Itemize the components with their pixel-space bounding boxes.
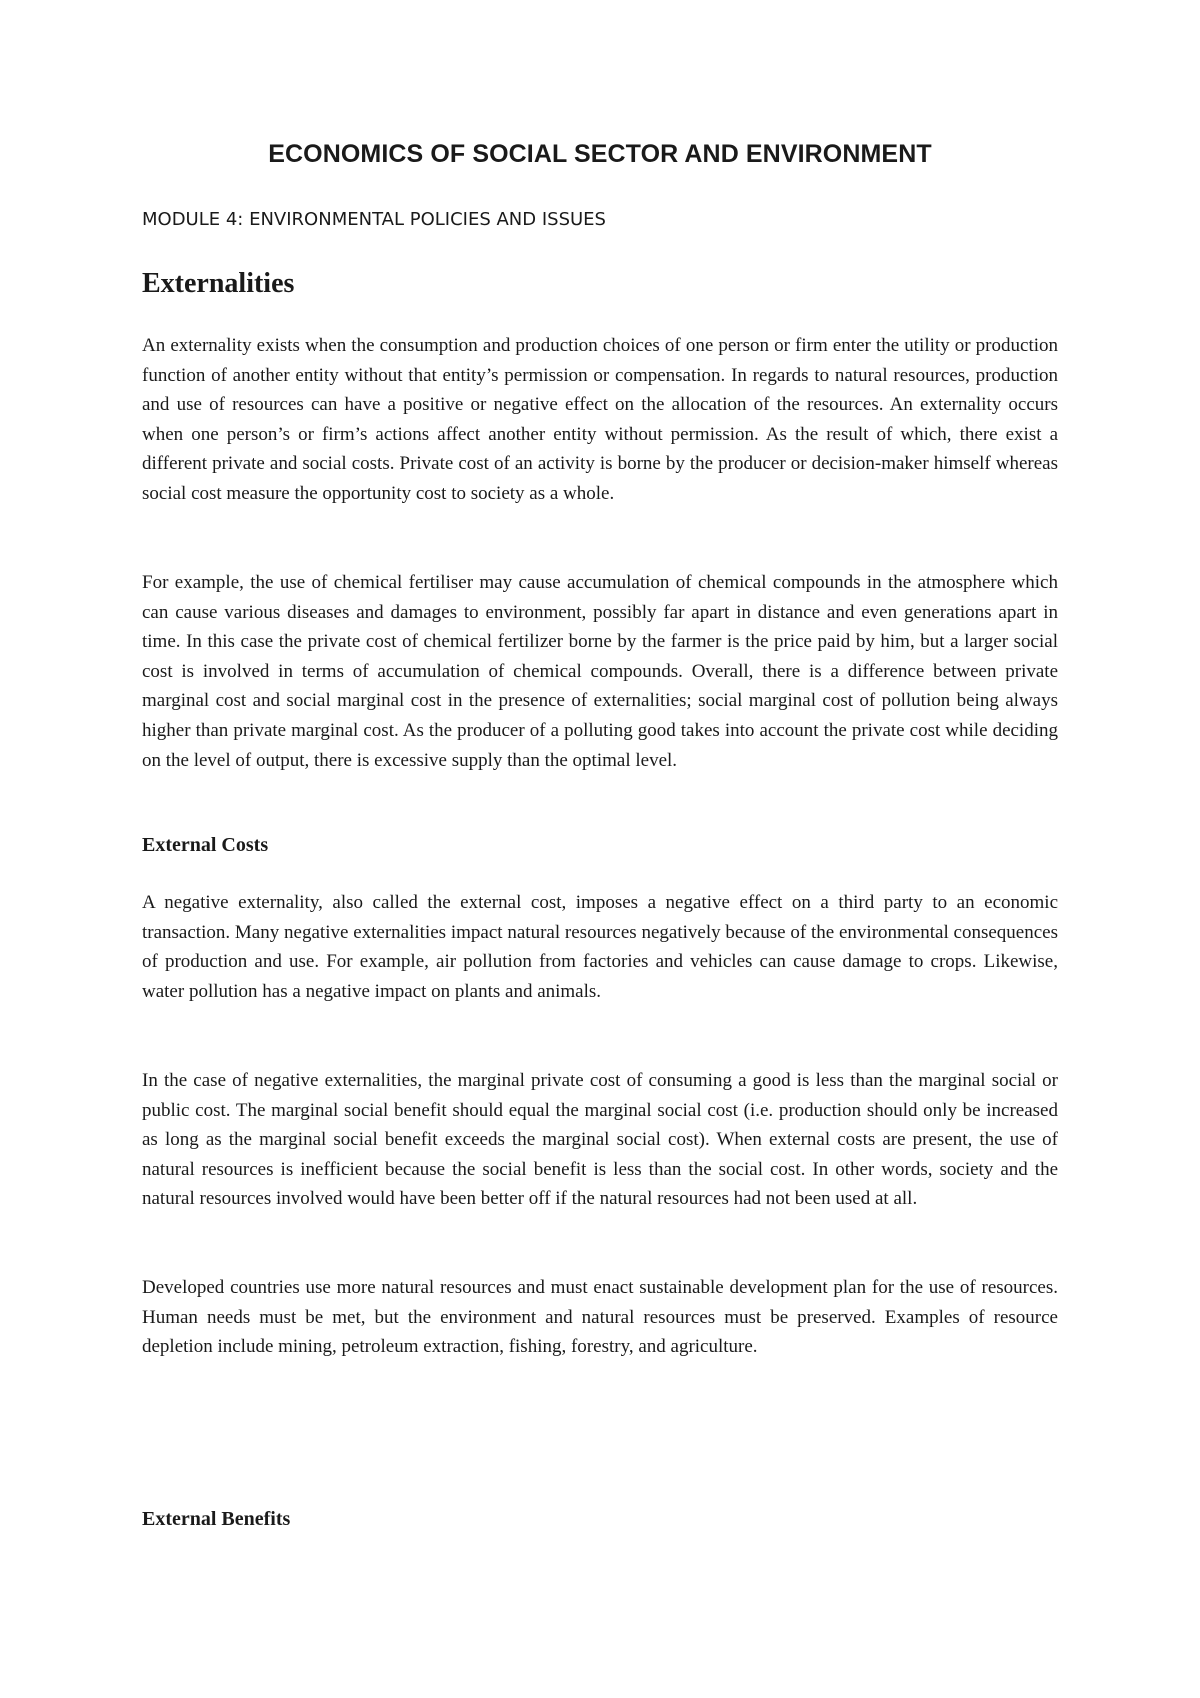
- section-heading-externalities: Externalities: [142, 268, 295, 299]
- subheading-external-costs: External Costs: [142, 834, 269, 856]
- paragraph-externality-definition: An externality exists when the consumption and production choices of one person or firm enter the utility or production function of another entity without that entity’s permission or compensation. In regards to natural resources, production and use of resources can have a positive or negative effect on the allocation of the resources. An externality occurs when one person’s or firm’s actions affect another entity without permission. As the result of which, there exist a different private and social costs. Private cost of an activity is borne by the producer or decision-maker himself whereas social cost measure the opportunity cost to society as a whole.: [142, 335, 1058, 504]
- document-title: ECONOMICS OF SOCIAL SECTOR AND ENVIRONMENT: [268, 140, 932, 168]
- paragraph-negative-externality: A negative externality, also called the external cost, imposes a negative effect on a third party to an economic transaction. Many negative externalities impact natural resources negatively because of the environmental consequences of production and use. For example, air pollution from factories and vehicles can cause damage to crops. Likewise, water pollution has a negative impact on plants and animals.: [142, 892, 1058, 1002]
- paragraph-developed-countries: Developed countries use more natural resources and must enact sustainable development plan for the use of resources. Human needs must be met, but the environment and natural resources must be preserved. Examples of resource depletion include mining, petroleum extraction, fishing, forestry, and agriculture.: [142, 1277, 1058, 1358]
- module-label: MODULE 4: ENVIRONMENTAL POLICIES AND ISSUES: [142, 209, 606, 230]
- paragraph-fertiliser-example: For example, the use of chemical fertiliser may cause accumulation of chemical compounds in the atmosphere which can cause various diseases and damages to environment, possibly far apart in distance and even generations apart in time. In this case the private cost of chemical fertilizer borne by the farmer is the price paid by him, but a larger social cost is involved in terms of accumulation of chemical compounds. Overall, there is a difference between private marginal cost and social marginal cost in the presence of externalities; social marginal cost of pollution being always higher than private marginal cost. As the producer of a polluting good takes into account the private cost while deciding on the level of output, there is excessive supply than the optimal level.: [142, 572, 1058, 771]
- paragraph-marginal-cost: In the case of negative externalities, the marginal private cost of consuming a good is less than the marginal social or public cost. The marginal social benefit should equal the marginal social cost (i.e. production should only be increased as long as the marginal social benefit exceeds the marginal social cost). When external costs are present, the use of natural resources is inefficient because the social benefit is less than the social cost. In other words, society and the natural resources involved would have been better off if the natural resources had not been used at all.: [142, 1070, 1058, 1210]
- subheading-external-benefits: External Benefits: [142, 1508, 291, 1530]
